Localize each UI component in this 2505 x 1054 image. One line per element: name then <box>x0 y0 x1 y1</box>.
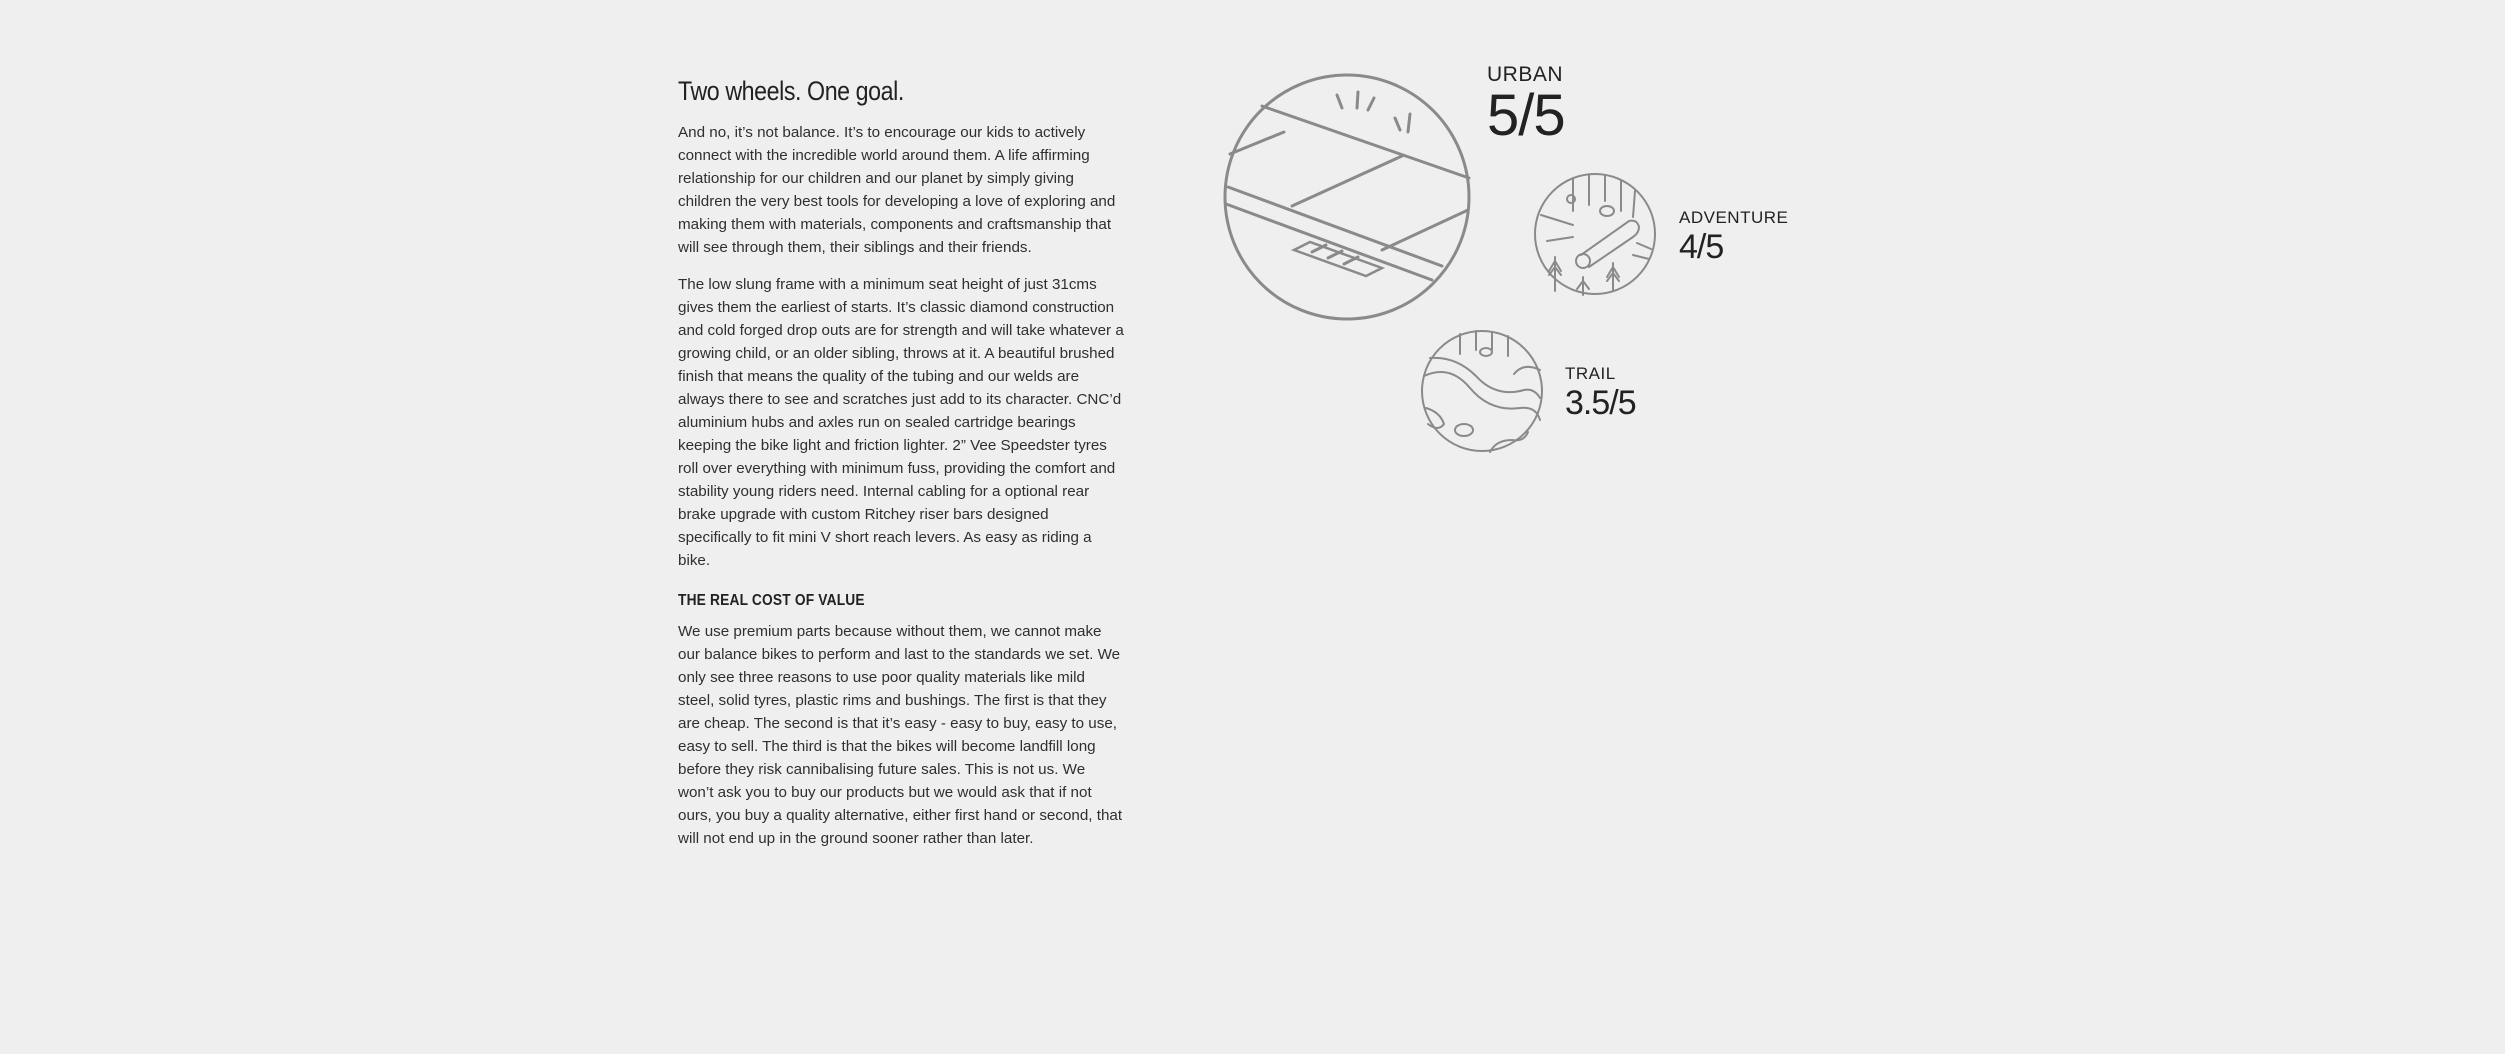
urban-rating <box>1487 63 1565 148</box>
adventure-score: 4/5 <box>1679 228 1724 266</box>
story-column <box>678 76 1124 864</box>
section-heading: THE REAL COST OF VALUE <box>678 592 865 609</box>
urban-score: 5/5 <box>1487 83 1565 148</box>
urban-label: URBAN <box>1487 63 1564 86</box>
trail-score: 3.5/5 <box>1565 384 1636 422</box>
adventure-label: ADVENTURE <box>1679 208 1789 227</box>
page-title: Two wheels. One goal. <box>678 76 904 106</box>
urban-road-icon <box>1222 70 1472 324</box>
frame-paragraph: The low slung frame with a minimum seat height of just 31cms gives them the earliest of starts. It’s classic diamond construction and cold forged drop outs are for strength and will take whatever a growing child, or an older sibling, throws at it. A beautiful brushed finish that means the quality of the tubing and our welds are always there to see and scratches just add to its character. CNC’d aluminium hubs and axles run on sealed cartridge bearings keeping the bike light and friction lighter. 2” Vee Speedster tyres roll over everything with minimum fuss, providing the comfort and stability young riders need. Internal cabling for a optional rear brake upgrade with custom Ritchey riser bars designed specifically to fit mini V short reach levers. As easy as riding a bike. <box>678 276 1124 569</box>
adventure-rating <box>1679 209 1788 264</box>
adventure-forest-icon <box>1533 171 1657 297</box>
trail-rating <box>1565 365 1636 420</box>
trail-label: TRAIL <box>1565 364 1616 383</box>
trail-path-icon <box>1420 328 1544 454</box>
value-paragraph: We use premium parts because without them, we cannot make our balance bikes to perform and last to the standards we set. We only see three reasons to use poor quality materials like mild steel, solid tyres, plastic rims and bushings. The first is that they are cheap. The second is that it’s easy - easy to buy, easy to use, easy to sell. The third is that the bikes will become landfill long before they risk cannibalising future sales. This is not us. We won’t ask you to buy our products but we would ask that if not ours, you buy a quality alternative, either first hand or second, that will not end up in the ground sooner rather than later. <box>678 623 1123 847</box>
intro-paragraph: And no, it’s not balance. It’s to encourage our kids to actively connect with the incredible world around them. A life affirming relationship for our children and our planet by simply giving children the very best tools for developing a love of exploring and making them with materials, components and craftsmanship that will see through them, their siblings and their friends. <box>678 124 1116 256</box>
